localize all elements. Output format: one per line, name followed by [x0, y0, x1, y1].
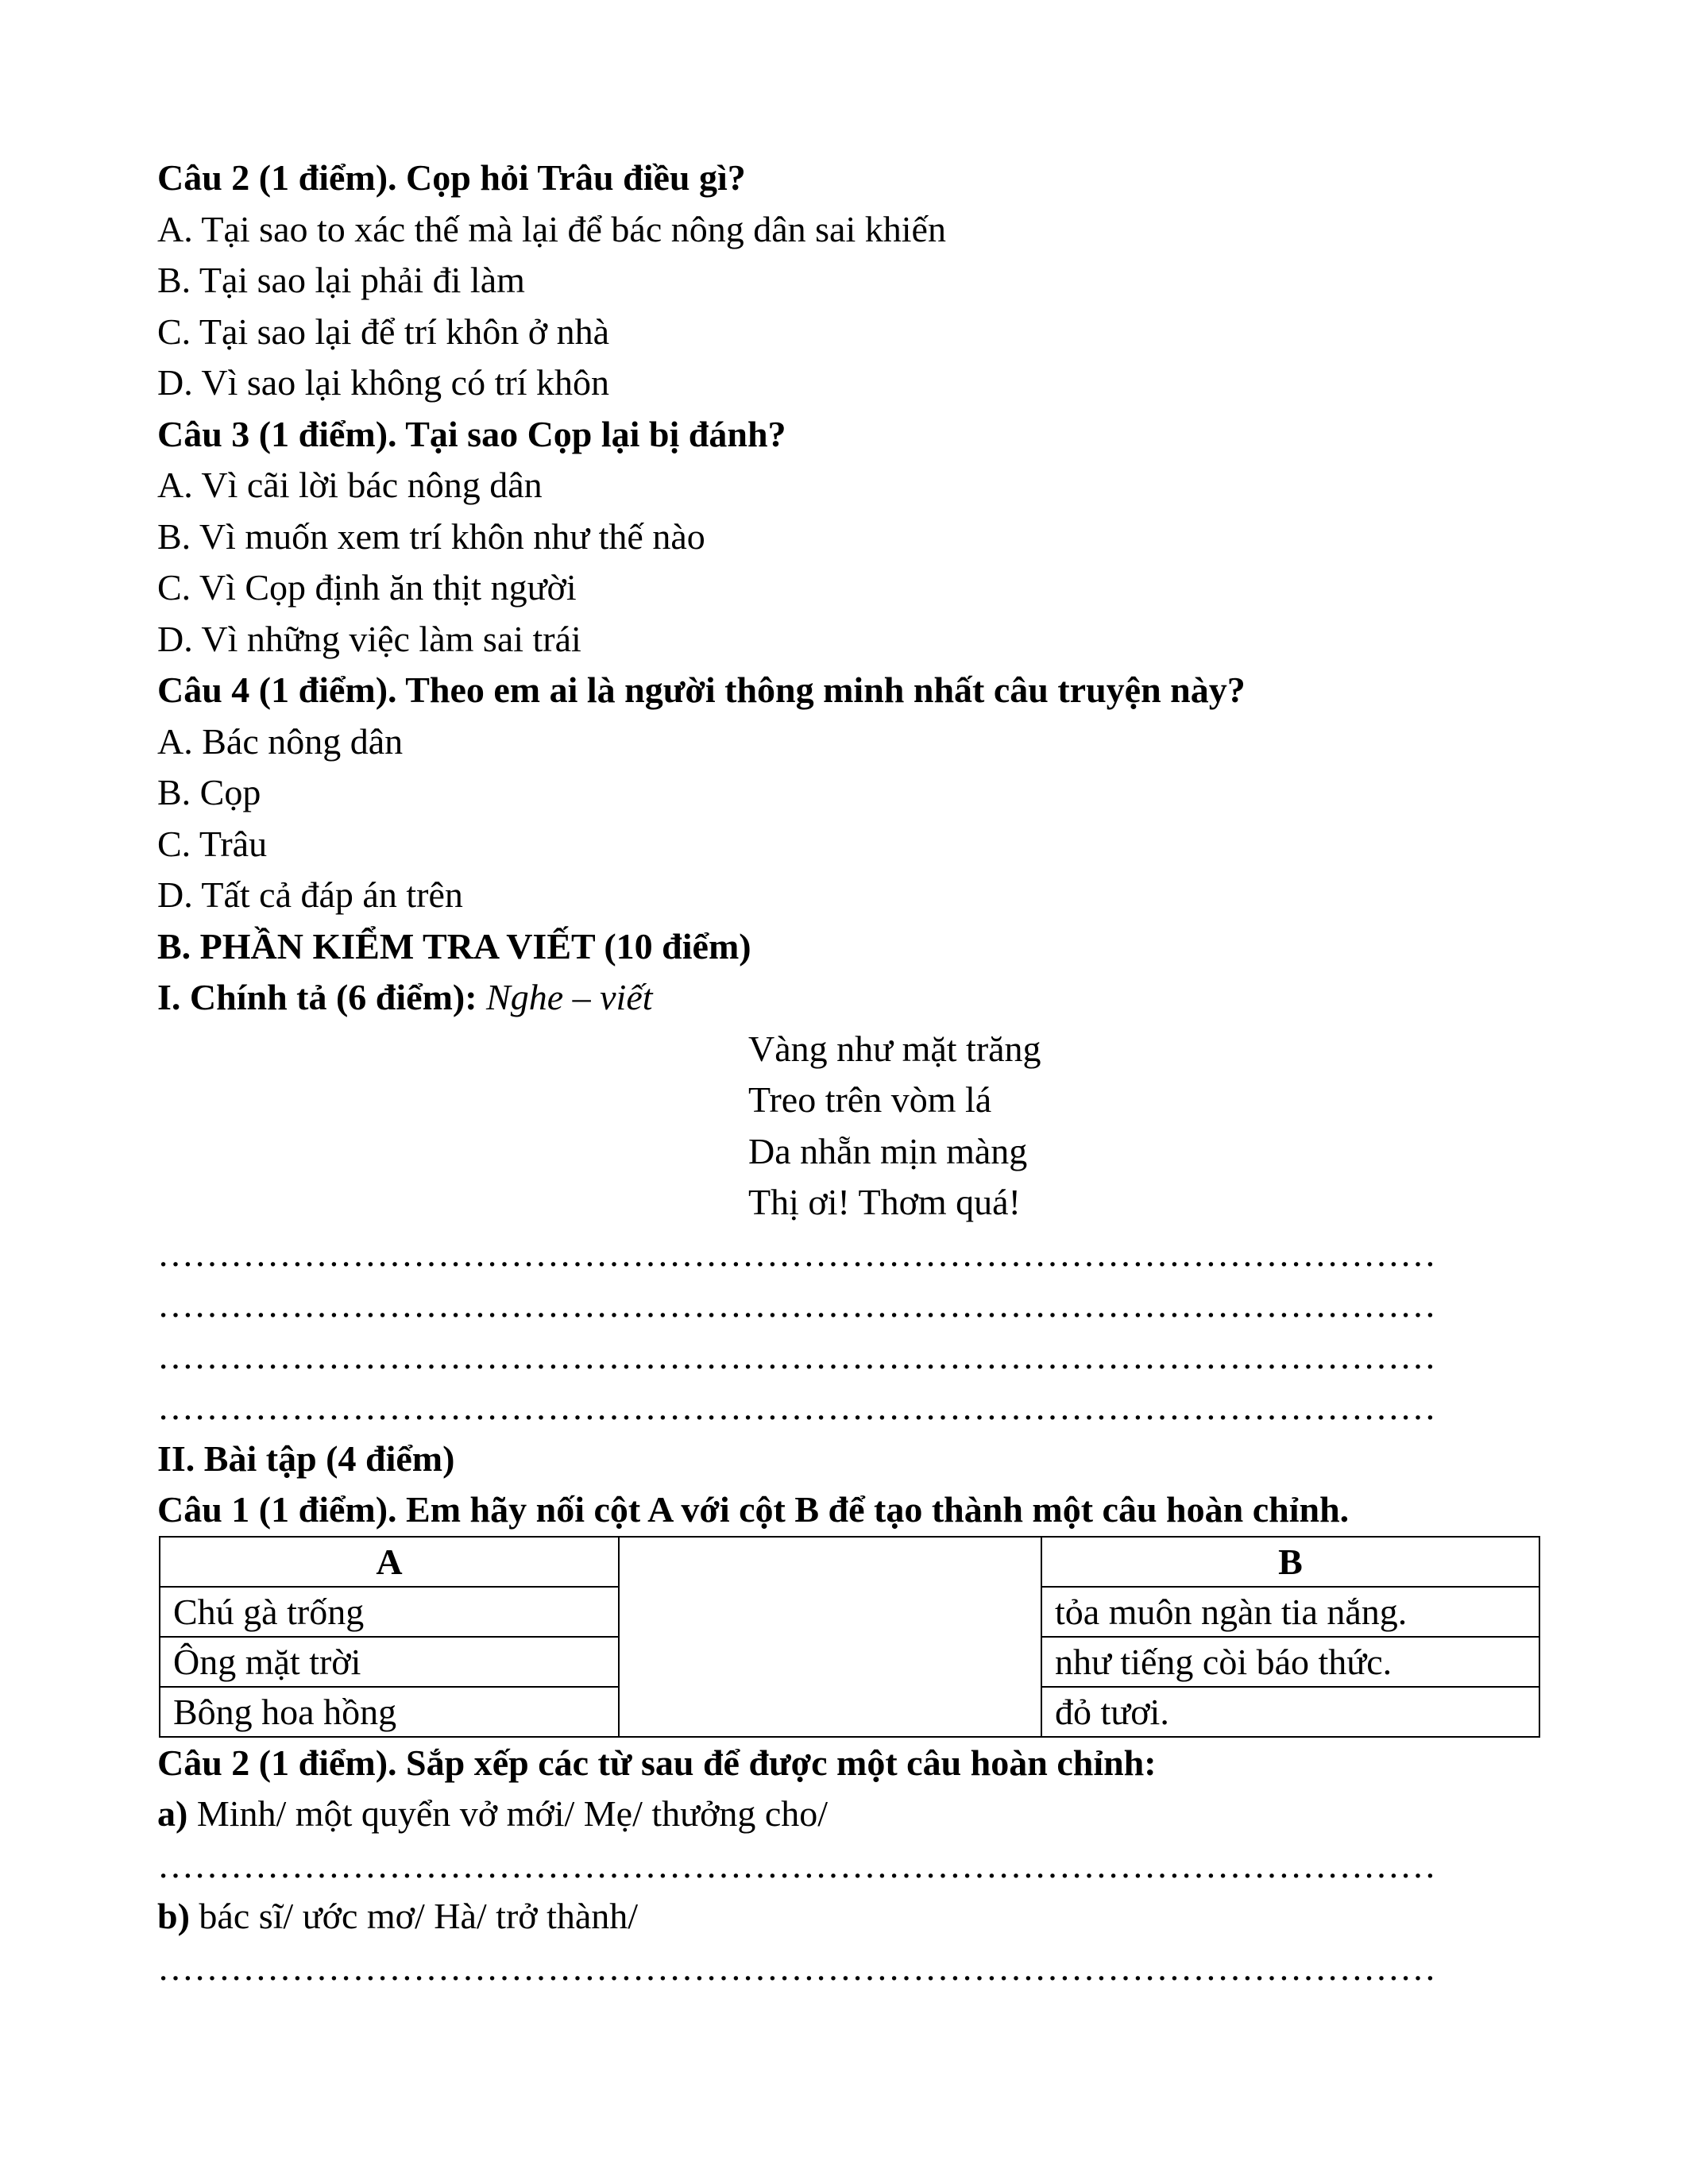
exercise-heading: II. Bài tập (4 điểm) [157, 1437, 455, 1479]
column-b-cell: đỏ tươi. [1041, 1687, 1539, 1737]
part-b-heading: B. PHẦN KIỂM TRA VIẾT (10 điểm) [157, 925, 751, 967]
dictation-mode: Nghe – viết [486, 977, 653, 1017]
item-a-label: a) [157, 1793, 188, 1834]
writing-line-2[interactable]: …………………………………………………………………………………………… [157, 1284, 1436, 1325]
poem-line-2: Treo trên vòm lá [748, 1079, 992, 1120]
table-header-row [160, 1537, 1539, 1587]
question-2-option-c: C. Tại sao lại để trí khôn ở nhà [157, 311, 609, 352]
question-3-option-a: A. Vì cãi lời bác nông dân [157, 465, 543, 505]
writing-line-4[interactable]: …………………………………………………………………………………………… [157, 1387, 1436, 1427]
question-3-option-b: B. Vì muốn xem trí khôn như thế nào [157, 515, 705, 557]
answer-line-b[interactable]: …………………………………………………………………………………………… [157, 1947, 1436, 1988]
exercise-2-heading: Câu 2 (1 điểm). Sắp xếp các từ sau để được một câu hoàn chỉnh: [157, 1742, 1157, 1783]
question-3-heading: Câu 3 (1 điểm). Tại sao Cọp lại bị đánh? [157, 413, 786, 454]
question-4-heading: Câu 4 (1 điểm). Theo em ai là người thông minh nhất câu truyện này? [157, 669, 1246, 710]
column-b-cell: như tiếng còi báo thức. [1041, 1637, 1539, 1687]
question-2-option-d: D. Vì sao lại không có trí khôn [157, 362, 609, 403]
question-3-option-c: C. Vì Cọp định ăn thịt người [157, 567, 577, 608]
poem-line-1: Vàng như mặt trăng [748, 1028, 1041, 1069]
column-a-cell: Chú gà trống [160, 1587, 619, 1637]
question-4-option-c: C. Trâu [157, 823, 268, 864]
question-2-heading: Câu 2 (1 điểm). Cọp hỏi Trâu điều gì? [157, 157, 746, 198]
writing-line-3[interactable]: …………………………………………………………………………………………… [157, 1335, 1436, 1376]
exercise-2-item-b [157, 1891, 1539, 1943]
matching-table [159, 1536, 1540, 1738]
exercise-1-heading: Câu 1 (1 điểm). Em hãy nối cột A với cột B để tạo thành một câu hoàn chỉnh. [157, 1489, 1350, 1530]
item-b-label: b) [157, 1896, 190, 1936]
document-page [157, 152, 1539, 1993]
column-b-cell: tỏa muôn ngàn tia nắng. [1041, 1587, 1539, 1637]
column-b-header: B [1041, 1537, 1539, 1587]
dictation-heading [157, 972, 1539, 1024]
question-4-option-b: B. Cọp [157, 772, 261, 812]
item-b-text: bác sĩ/ ước mơ/ Hà/ trở thành/ [189, 1896, 639, 1936]
question-2-option-a: A. Tại sao to xác thế mà lại để bác nông dân sai khiến [157, 208, 946, 249]
question-2-option-b: B. Tại sao lại phải đi làm [157, 260, 525, 300]
poem-line-4: Thị ơi! Thơm quá! [748, 1182, 1021, 1222]
question-3-option-d: D. Vì những việc làm sai trái [157, 618, 581, 659]
dictation-label: I. Chính tả (6 điểm): [157, 977, 477, 1017]
column-a-cell: Ông mặt trời [160, 1637, 619, 1687]
question-4-option-a: A. Bác nông dân [157, 720, 404, 762]
exercise-2-item-a [157, 1788, 1539, 1840]
poem-line-3: Da nhẵn mịn màng [748, 1130, 1028, 1171]
question-4-option-d: D. Tất cả đáp án trên [157, 874, 463, 915]
matching-space[interactable] [619, 1537, 1041, 1737]
column-a-header: A [160, 1537, 619, 1587]
column-a-cell: Bông hoa hồng [160, 1687, 619, 1737]
answer-line-a[interactable]: …………………………………………………………………………………………… [157, 1844, 1436, 1885]
item-a-text: Minh/ một quyển vở mới/ Mẹ/ thưởng cho/ [187, 1793, 829, 1834]
writing-line-1[interactable]: …………………………………………………………………………………………… [157, 1233, 1436, 1274]
